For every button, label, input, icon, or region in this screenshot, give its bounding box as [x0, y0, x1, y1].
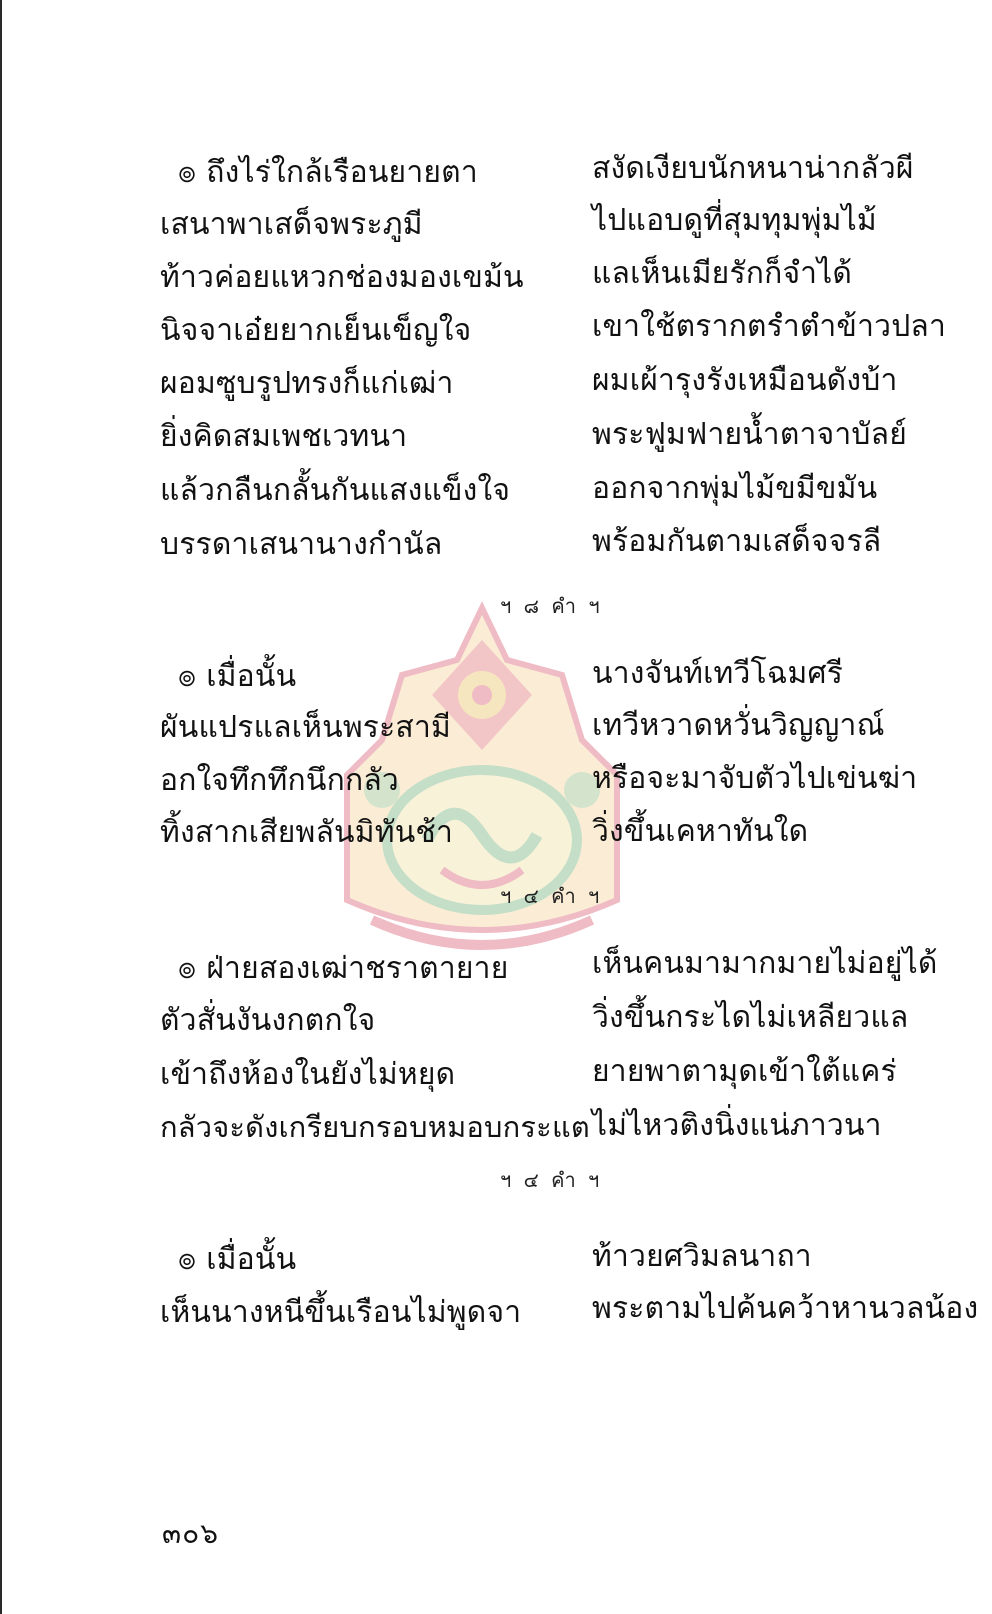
verse-line-right: เห็นคนมามากมายไม่อยู่ได้ [592, 946, 938, 981]
stanza-marker: ฯ ๔ คำ ฯ [500, 1168, 603, 1192]
verse-line-left: บรรดาเสนานางกำนัล [160, 527, 443, 562]
verse-line-left: ๏ ถึงไร่ใกล้เรือนยายตา [178, 155, 478, 190]
verse-line-left: อกใจทึกทึกนึกกลัว [160, 763, 399, 798]
scan-edge [0, 0, 2, 1614]
verse-line-left: เข้าถึงห้องในยังไม่หยุด [160, 1057, 456, 1092]
verse-line-right: แลเห็นเมียรักก็จำได้ [592, 256, 853, 291]
verse-line-right: สงัดเงียบนักหนาน่ากลัวผี [592, 151, 914, 186]
verse-line-right: ออกจากพุ่มไม้ขมีขมัน [592, 471, 878, 506]
page-number: ๓๐๖ [162, 1517, 220, 1550]
verse-line-right: ไปแอบดูที่สุมทุมพุ่มไม้ [592, 203, 877, 238]
verse-line-right: พระตามไปค้นคว้าหานวลน้อง [592, 1291, 979, 1326]
verse-line-right: ท้าวยศวิมลนาถา [592, 1239, 812, 1274]
verse-line-right: ไม่ไหวติงนิ่งแน่ภาวนา [592, 1108, 882, 1143]
verse-line-right: เทวีหวาดหวั่นวิญญาณ์ [592, 708, 885, 743]
verse-line-right: นางจันท์เทวีโฉมศรี [592, 656, 844, 691]
stanza-marker: ฯ ๔ คำ ฯ [500, 884, 603, 908]
verse-line-left: เห็นนางหนีขึ้นเรือนไม่พูดจา [160, 1295, 522, 1330]
verse-line-left: ๏ เมื่อนั้น [178, 1242, 297, 1277]
verse-line-left: ทิ้งสากเสียพลันมิทันช้า [160, 815, 454, 850]
verse-line-right: หรือจะมาจับตัวไปเข่นฆ่า [592, 761, 918, 796]
verse-line-right: พระฟูมฟายน้ำตาจาบัลย์ [592, 417, 907, 452]
verse-line-right: วิ่งขึ้นกระไดไม่เหลียวแล [592, 1000, 909, 1035]
verse-line-left: เสนาพาเสด็จพระภูมี [160, 207, 423, 242]
verse-line-left: ตัวสั่นงันงกตกใจ [160, 1003, 376, 1038]
verse-line-right: เขาใช้ตรากตรำตำข้าวปลา [592, 309, 947, 344]
verse-line-right: วิ่งขึ้นเคหาทันใด [592, 814, 809, 849]
verse-line-right: ยายพาตามุดเข้าใต้แคร่ [592, 1054, 897, 1089]
stanza-marker: ฯ ๘ คำ ฯ [500, 594, 603, 618]
verse-line-left: ผันแปรแลเห็นพระสามี [160, 710, 451, 745]
verse-line-left: ๏ เมื่อนั้น [178, 659, 297, 694]
verse-line-left: ยิ่งคิดสมเพชเวทนา [160, 419, 408, 454]
verse-line-left: นิจจาเอ๋ยยากเย็นเข็ญใจ [160, 313, 472, 348]
verse-line-right: ผมเผ้ารุงรังเหมือนดังบ้า [592, 363, 898, 398]
verse-line-left: กลัวจะดังเกรียบกรอบหมอบกระแต [160, 1110, 590, 1144]
verse-line-right: พร้อมกันตามเสด็จจรลี [592, 524, 882, 559]
verse-line-left: ท้าวค่อยแหวกช่องมองเขม้น [160, 260, 524, 295]
verse-line-left: ผอมซูบรูปทรงก็แก่เฒ่า [160, 366, 454, 401]
verse-line-left: ๏ ฝ่ายสองเฒ่าชราตายาย [178, 951, 509, 986]
verse-line-left: แล้วกลืนกลั้นกันแสงแข็งใจ [160, 473, 511, 508]
